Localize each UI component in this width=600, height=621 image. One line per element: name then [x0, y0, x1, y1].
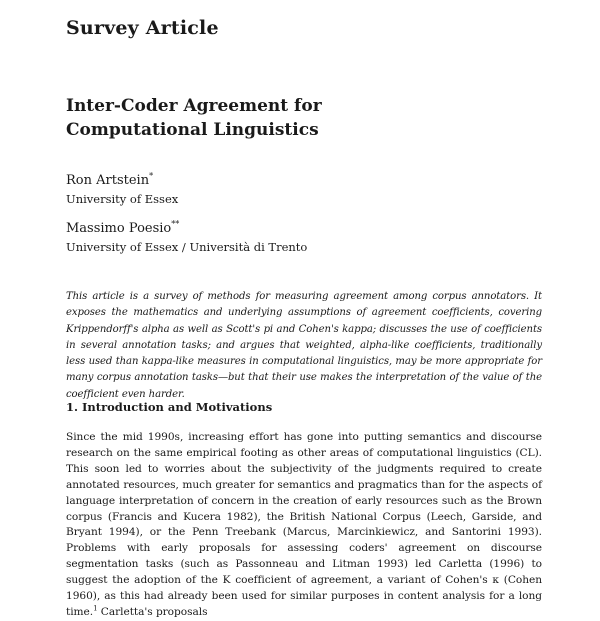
author-block-2	[66, 220, 307, 256]
author-name: Ron Artstein*	[66, 171, 154, 188]
paper-title	[66, 94, 322, 142]
section-heading	[66, 400, 272, 414]
author-name: Massimo Poesio**	[66, 219, 180, 236]
author-affiliation: University of Essex / Università di Trento	[66, 240, 308, 254]
section-number: 1.	[66, 400, 79, 414]
footnote-marker[interactable]: 1	[93, 604, 98, 613]
article-type-label: Survey Article	[66, 17, 219, 39]
body-paragraph: Since the mid 1990s, increasing effort has gone into putting semantics and discourse research on the same empirical footing as other areas of computational linguistics (CL). This soon led to worries about the subjectivity of the judgments required to create annotated resources, much greater for semantics and pragmatics than for the aspects of language interpretation of concern in the creation of early resources such as the Brown corpus (Francis and Kucera 1982), the British National Corpus (Leech, Garside, and Bryant 1994), or the Penn Treebank (Marcus, Marcinkiewicz, and Santorini 1993). Problems with early proposals for assessing coders' agreement on discourse segmentation tasks (such as Passonneau and Litman 1993) led Carletta (1996) to suggest the adoption of the K coefficient of agreement, a variant of Cohen's κ (Cohen 1960), as this had already been used for similar purposes in content analysis for a long time.$^1$ Carletta's proposals	[66, 431, 542, 618]
author-footnote-mark: *	[149, 171, 154, 181]
author-affiliation: University of Essex	[66, 192, 179, 206]
author-footnote-mark: **	[171, 219, 180, 229]
author-block-1	[66, 172, 178, 208]
paper-title-line-2: Computational Linguistics	[66, 120, 319, 140]
paper-page	[66, 0, 542, 618]
abstract: This article is a survey of methods for measuring agreement among corpus annotators. It exposes the mathematics and underlying assumptions of agreement coefficients, covering Krippendorff's alpha as well as Scott's pi and Cohen's kappa; discusses the use of coefficients in several annotation tasks; and argues that weighted, alpha-like coefficients, traditionally less used than kappa-like measures in computational linguistics, may be more appropriate for many corpus annotation tasks—but that their use makes the interpretation of the value of the coefficient even harder.	[66, 291, 542, 400]
section-title: Introduction and Motivations	[82, 400, 273, 414]
paper-title-line-1: Inter-Coder Agreement for	[66, 96, 322, 116]
